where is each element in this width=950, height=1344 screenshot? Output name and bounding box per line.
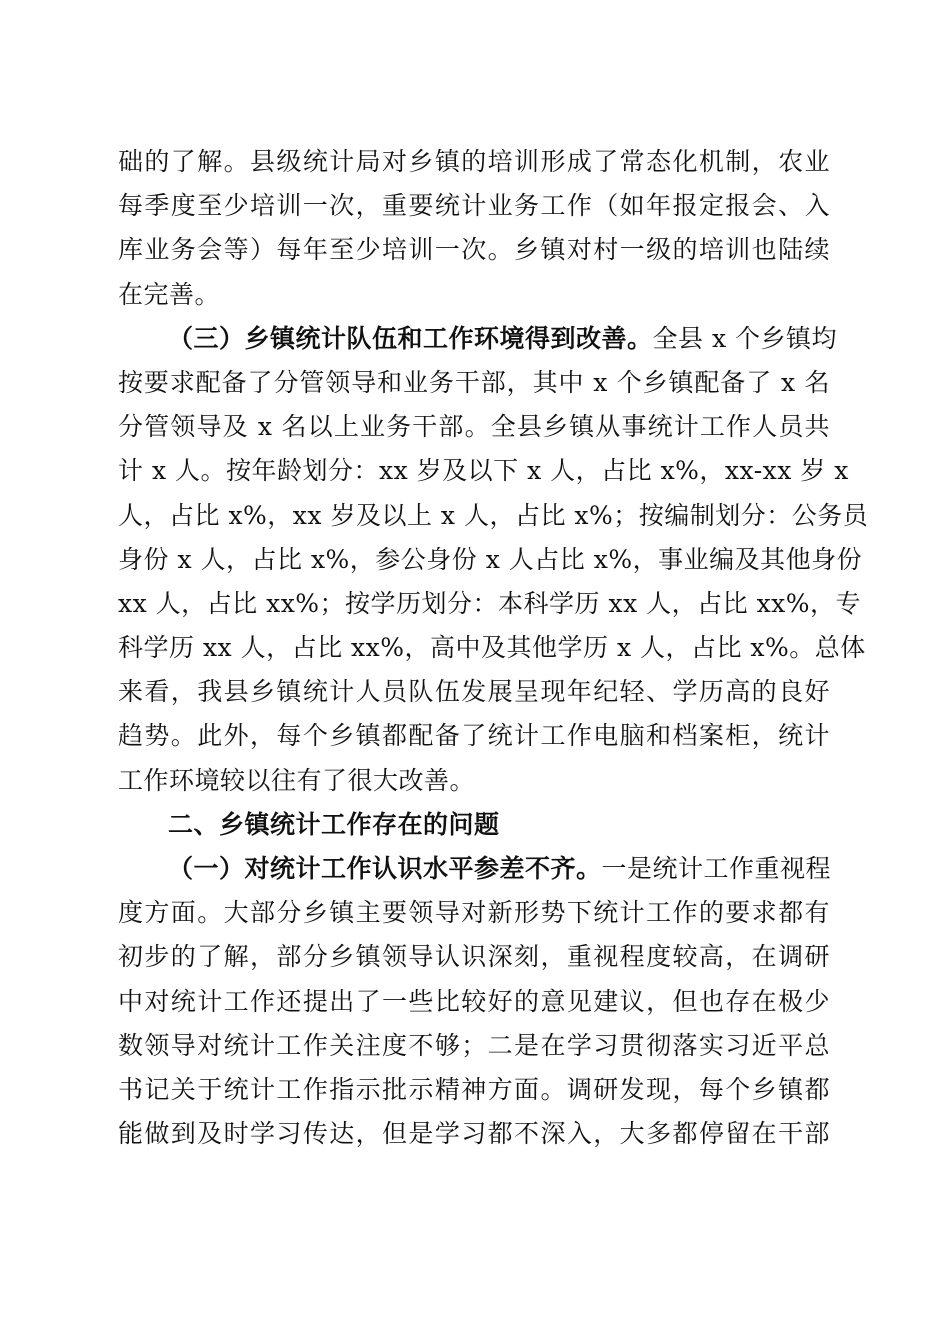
paragraph-line: 础的了解。县级统计局对乡镇的培训形成了常态化机制，农业 xyxy=(118,147,830,176)
subheading-three: （三）乡镇统计队伍和工作环境得到改善。 xyxy=(168,323,653,353)
paragraph-line: xx 人，占比 xx%；按学历划分：本科学历 xx 人，占比 xx%，专 xyxy=(118,588,862,618)
paragraph-line: 分管领导及 x 名以上业务干部。全县乡镇从事统计工作人员共 xyxy=(118,412,830,442)
section-heading: 二、乡镇统计工作存在的问题 xyxy=(168,809,500,839)
paragraph-line: 初步的了解，部分乡镇领导认识深刻，重视程度较高，在调研 xyxy=(118,942,830,972)
paragraph-line xyxy=(118,847,830,891)
paragraph-line: 按要求配备了分管领导和业务干部，其中 x 个乡镇配备了 x 名 xyxy=(118,367,830,397)
paragraph-line: 能做到及时学习传达，但是学习都不深入，大多都停留在干部 xyxy=(118,1119,830,1149)
paragraph-line: 人，占比 x%，xx 岁及以上 x 人，占比 x%；按编制划分：公务员 xyxy=(118,500,869,530)
paragraph-line: 书记关于统计工作指示批示精神方面。调研发现，每个乡镇都 xyxy=(118,1074,830,1104)
paragraph-line: 来看，我县乡镇统计人员队伍发展呈现年纪轻、学历高的良好 xyxy=(118,677,830,707)
paragraph-text: 全县 x 个乡镇均 xyxy=(652,323,838,353)
paragraph-line: 科学历 xx 人，占比 xx%，高中及其他学历 x 人，占比 x%。总体 xyxy=(118,633,866,663)
paragraph-line: 库业务会等）每年至少培训一次。乡镇对村一级的培训也陆续 xyxy=(118,235,830,265)
paragraph-line: 身份 x 人，占比 x%，参公身份 x 人占比 x%，事业编及其他身份 xyxy=(118,544,863,574)
paragraph-line: 度方面。大部分乡镇主要领导对新形势下统计工作的要求都有 xyxy=(118,898,830,928)
paragraph-line: 工作环境较以往有了很大改善。 xyxy=(118,765,476,795)
paragraph-line: 数领导对统计工作关注度不够；二是在学习贯彻落实习近平总 xyxy=(118,1030,830,1060)
paragraph-text: 一是统计工作重视程 xyxy=(601,854,832,883)
paragraph-line: 每季度至少培训一次，重要统计业务工作（如年报定报会、入 xyxy=(118,191,830,221)
subheading-one: （一）对统计工作认识水平参差不齐。 xyxy=(168,854,602,883)
document-page xyxy=(118,140,869,1156)
paragraph-line: 中对统计工作还提出了一些比较好的意见建议，但也存在极少 xyxy=(118,986,830,1016)
paragraph-line xyxy=(118,317,838,361)
paragraph-line: 趋势。此外，每个乡镇都配备了统计工作电脑和档案柜，统计 xyxy=(118,721,830,751)
paragraph-line: 计 x 人。按年龄划分：xx 岁及以下 x 人，占比 x%，xx-xx 岁 x xyxy=(118,456,849,486)
paragraph-line: 在完善。 xyxy=(118,279,221,309)
